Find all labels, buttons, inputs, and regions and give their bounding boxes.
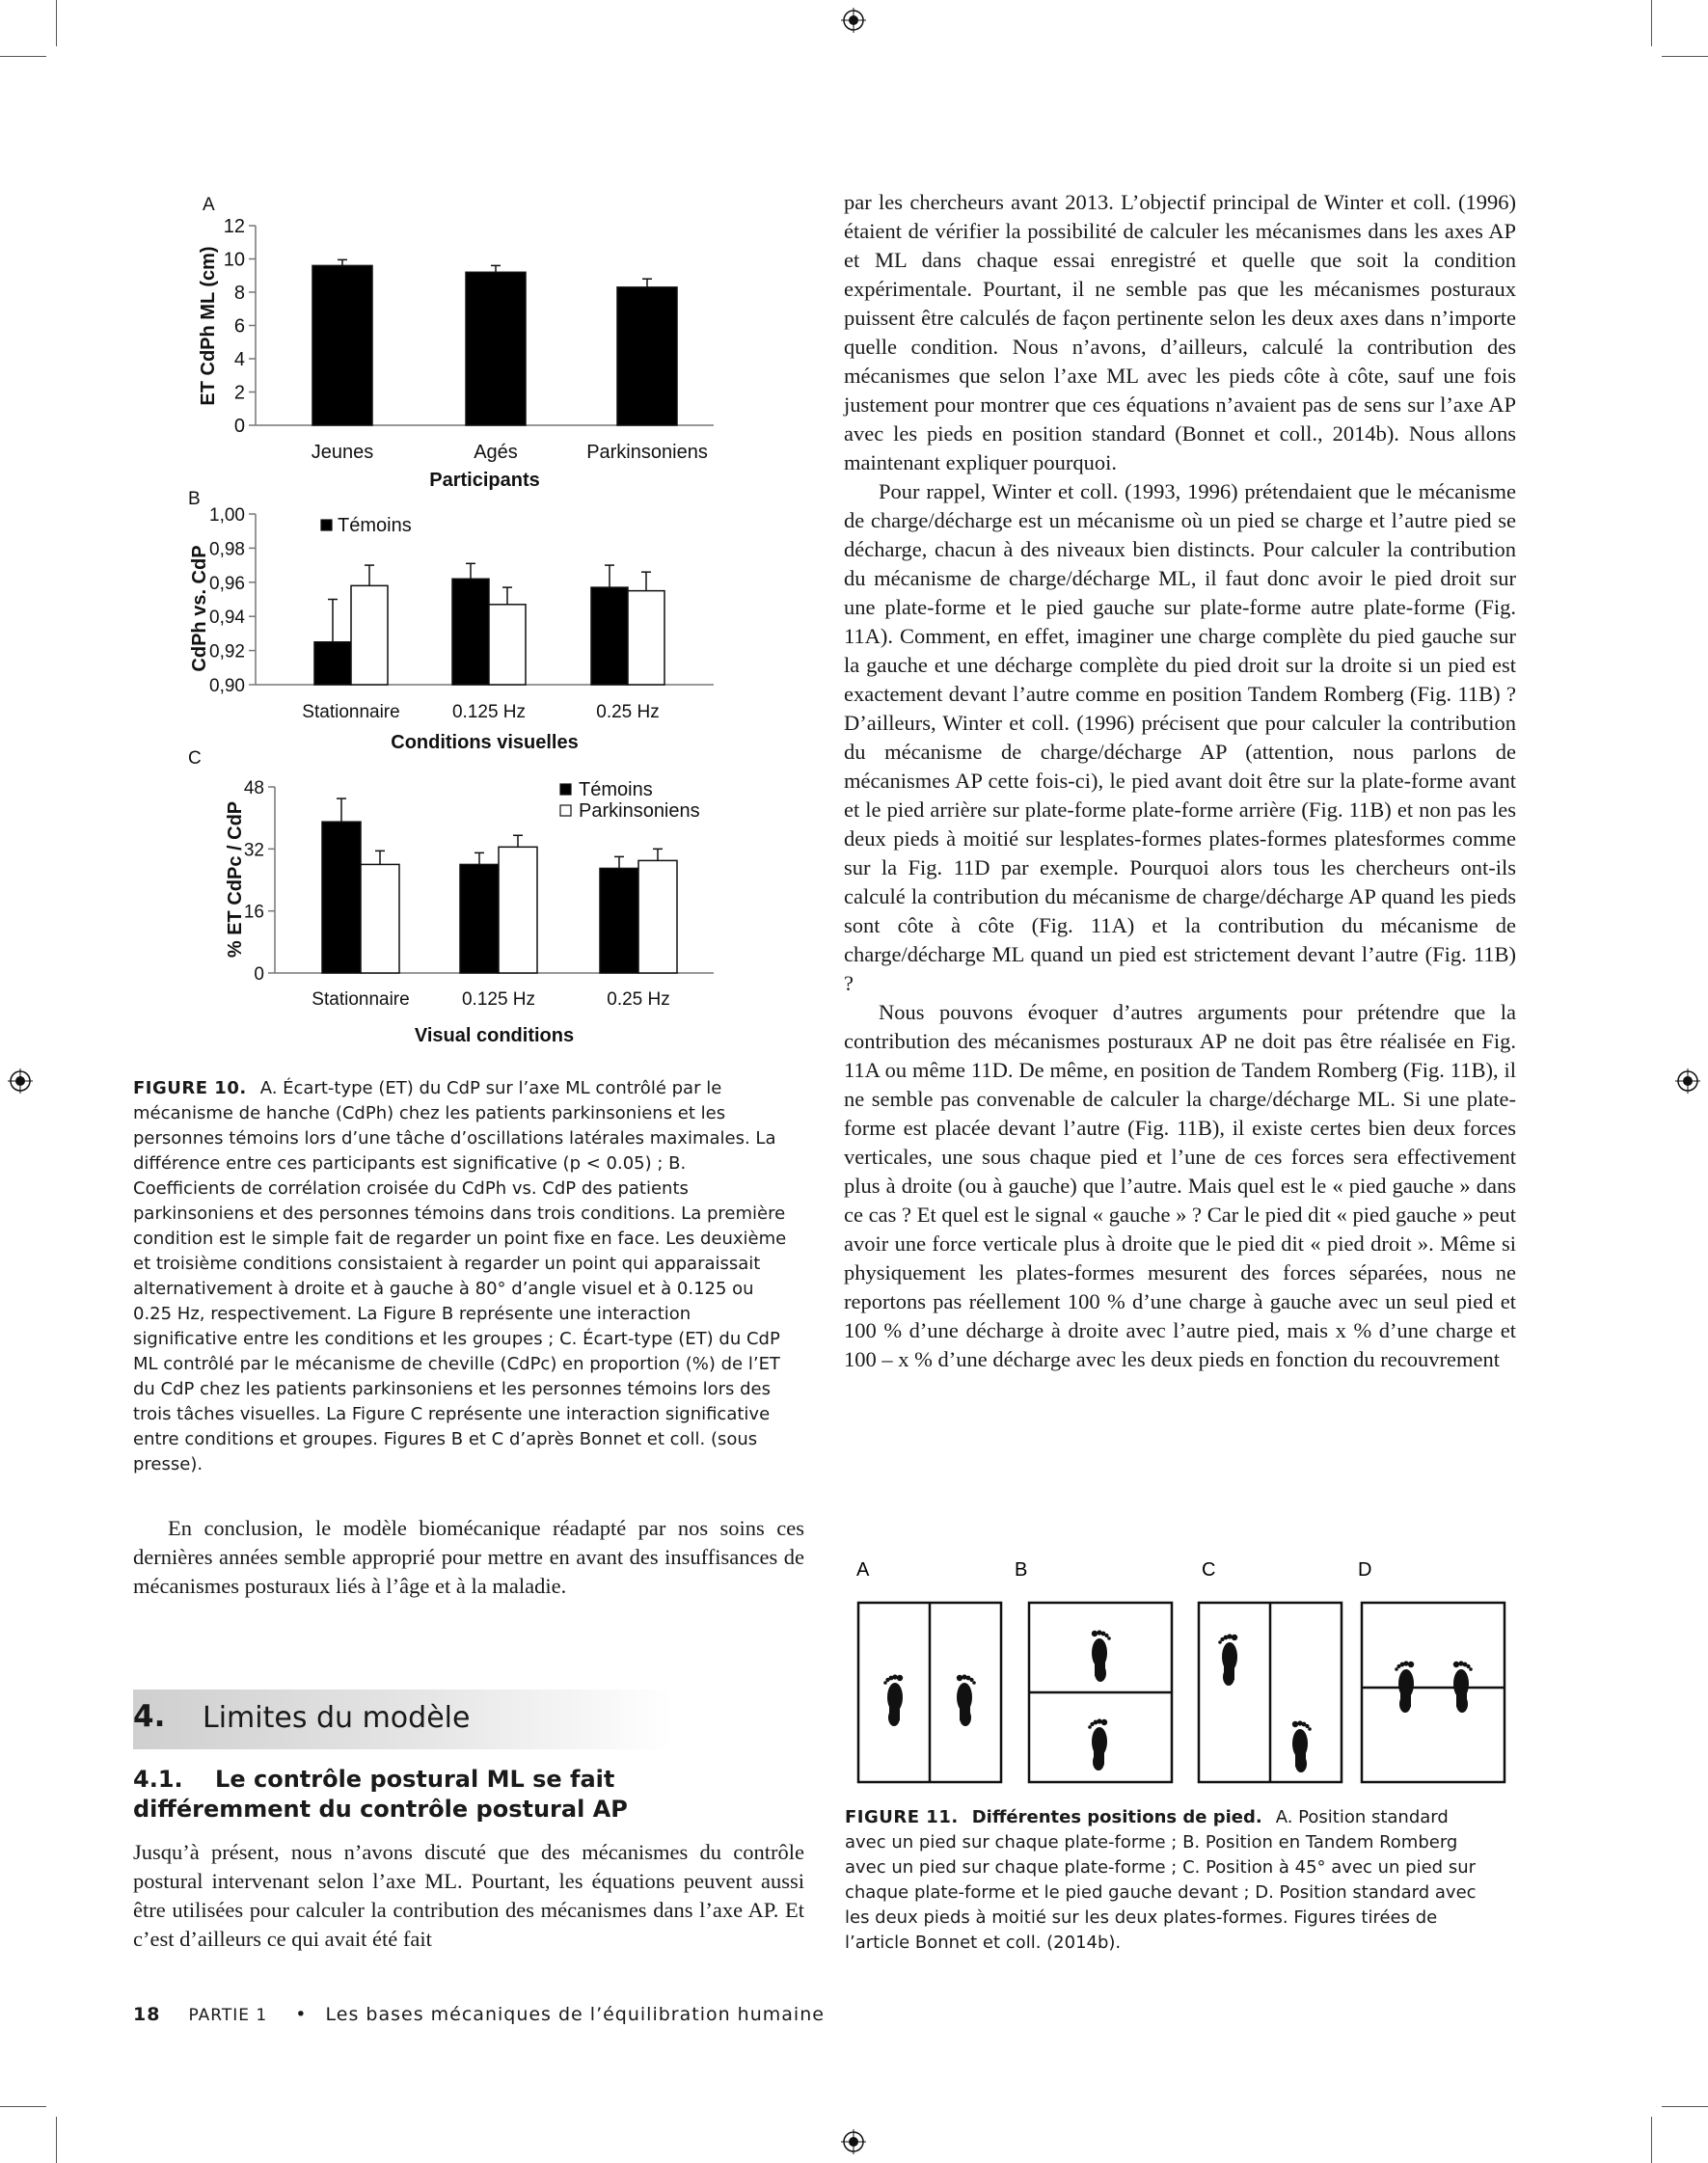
- platform-diagram-b: [1029, 1603, 1172, 1782]
- bar: [312, 265, 372, 425]
- legend-swatch: [321, 520, 332, 530]
- y-tick-label: 0: [233, 416, 245, 437]
- figure-11-panel-letter: B: [1015, 1559, 1028, 1581]
- registration-mark-icon: [841, 2129, 866, 2154]
- crop-mark: [56, 2117, 57, 2163]
- y-tick-label: 48: [243, 778, 264, 798]
- x-tick-label: Stationnaire: [312, 989, 410, 1010]
- crop-mark: [1662, 2106, 1708, 2107]
- y-tick-label: 8: [233, 283, 245, 304]
- crop-mark: [0, 2106, 46, 2107]
- y-tick-label: 0,98: [209, 539, 245, 560]
- y-tick-label: 16: [243, 902, 264, 923]
- bar: [489, 605, 526, 685]
- y-axis-label: ET CdPh ML (cm): [198, 246, 219, 406]
- panel-letter: B: [188, 489, 201, 509]
- x-tick-label: Parkinsoniens: [586, 442, 708, 463]
- page-footer: [133, 2004, 827, 2025]
- bar: [591, 587, 628, 685]
- subsection-paragraph: Jusqu’à présent, nous n’avons discuté que des mécanismes du contrôle postural intervenant selon l’axe ML. Pourtant, les équations peuvent aussi être utilisées pour calculer la contribution des mécanismes dans l’axe AP. Et c’est d’ailleurs ce qui avait été fait: [133, 1840, 804, 1951]
- x-tick-label: 0.25 Hz: [596, 702, 660, 722]
- platform-diagram-c: [1199, 1603, 1342, 1782]
- x-tick-label: 0.25 Hz: [607, 989, 670, 1010]
- body-paragraph: par les chercheurs avant 2013. L’objectif principal de Winter et coll. (1996) étaient de vérifier la possibilité de calculer les mécanismes dans les axes AP et ML dans chaque essai enregistré et quelle que soit la condition expérimentale. Pourtant, il ne semble pas que les mécanismes posturaux puissent être calculés de façon pertinente selon les deux axes dans n’importe quelle condition. Nous n’avons, d’ailleurs, calculé la contribution des mécanismes que selon l’axe ML avec les pieds côte à côte, sauf une fois justement pour montrer que ces équations n’avaient pas de sens sur l’axe AP avec les pieds en position standard (Bonnet et coll., 2014b). Nous allons maintenant expliquer pourquoi.: [844, 190, 1516, 474]
- registration-mark-icon: [1675, 1068, 1700, 1094]
- section-number: 4.: [133, 1699, 166, 1734]
- y-tick-label: 0,92: [209, 641, 245, 662]
- foot-icon: [883, 1674, 903, 1726]
- y-tick-label: 10: [223, 249, 245, 271]
- crop-mark: [1651, 2117, 1652, 2163]
- bar: [638, 860, 677, 973]
- registration-mark-icon: [8, 1068, 33, 1094]
- x-tick-label: Stationnaire: [302, 702, 400, 722]
- bar: [499, 847, 537, 973]
- platform-diagram-d: [1362, 1603, 1505, 1782]
- legend-label: Témoins: [338, 515, 412, 536]
- figure-11-caption-title: Différentes positions de pied.: [971, 1807, 1262, 1827]
- section-heading: [133, 1690, 673, 1749]
- page-number: 18: [133, 2004, 161, 2025]
- figure-11-panel-letter: C: [1202, 1559, 1216, 1581]
- foot-icon: [1218, 1634, 1237, 1686]
- right-column: [844, 188, 1516, 1374]
- bar: [460, 864, 499, 973]
- platform-diagram-a: [858, 1603, 1001, 1782]
- panel-letter: C: [188, 748, 202, 769]
- body-paragraph: Nous pouvons évoquer d’autres arguments pour prétendre que la contribution des mécanismes posturaux AP ne doit pas être réalisée en Fig. 11A ou même 11D. De même, en position de Tandem Romberg (Fig. 11B), il ne semble pas convenable de calculer la charge/décharge ML. Si une plate-forme est placée devant l’autre (Fig. 11B), il existe certes bien deux forces verticales, une sous chaque pied et l’une de ces forces sera effectivement plus à droite (ou à gauche) que l’autre. Mais quel est le « pied gauche » dans ce cas ? Et quel est le signal « gauche » ? Car le pied dit « pied gauche » peut avoir une force verticale plus à droite que le pied dit « pied droit ». Même si physiquement les plates-formes mesurent des forces séparées, nous ne reportons pas réellement 100 % d’une charge à gauche avec un seul pied et 100 % d’une décharge à droite avec l’autre pied, mais x % d’une charge et 100 – x % d’une décharge avec les deux pieds en fonction du recouvrement: [844, 1000, 1516, 1371]
- bar: [322, 822, 361, 973]
- y-tick-label: 6: [233, 315, 245, 338]
- footer-part: PARTIE 1: [188, 2006, 268, 2025]
- body-paragraph: Pour rappel, Winter et coll. (1993, 1996) prétendaient que le mécanisme de charge/décharge est un mécanisme où un pied se charge et l’autre pied se décharge, chacun à des niveaux bien distincts. Pour calculer la contribution du mécanisme de charge/décharge ML, il faut donc avoir le pied droit sur une plate-forme et le pied gauche sur plate-forme autre plate-forme (Fig. 11A). Comment, en effet, imaginer une charge complète du pied gauche sur la gauche et une décharge complète du pied droit sur la droite si un pied est exactement devant l’autre comme en position Tandem Romberg (Fig. 11B) ? D’ailleurs, Winter et coll. (1996) précisent que pour calculer la contribution du mécanisme de charge/décharge AP (attention, nous parlons de mécanismes AP cette fois-ci), le pied avant doit être sur la plate-forme avant et le pied arrière sur plate-forme plate-forme arrière (Fig. 11B) et non pas les deux pieds à moitié sur lesplates-formes plates-formes platesformes comme sur la Fig. 11D par exemple. Pourquoi alors tous les chercheurs ont-ils calculé la contribution du mécanisme de charge/décharge AP quand les pieds sont côte à côte (Fig. 11A) et la contribution du mécanisme de charge/décharge ML quand un pied est strictement devant l’autre (Fig. 11B) ?: [844, 479, 1516, 995]
- figure-10-charts: [0, 0, 829, 1070]
- bar: [466, 272, 526, 425]
- figure-11-panel-letter: D: [1358, 1559, 1372, 1581]
- y-axis-label: % ET CdPc / CdP: [225, 800, 246, 959]
- x-axis-label: Visual conditions: [414, 1025, 575, 1046]
- figure-11-caption: [845, 1805, 1491, 1956]
- panel-letter: A: [203, 195, 215, 215]
- crop-mark: [1651, 0, 1652, 46]
- bar: [628, 591, 664, 685]
- bar: [452, 579, 489, 685]
- figure-10-caption-text: A. Écart-type (ET) du CdP sur l’axe ML contrôlé par le mécanisme de hanche (CdPh) chez les patients parkinsoniens et les personnes témoins lors d’une tâche d’oscillations latérales maximales. La différence entre ces participants est significative (p < 0.05) ; B. Coefficients de corrélation croisée du CdPh vs. CdP des patients parkinsoniens et des personnes témoins dans trois conditions. La première condition est le simple fait de regarder un point fixe en face. Les deuxième et troisième conditions consistaient à regarder un point qui apparaissait alternativement à droite et à gauche à 80° d’angle visuel et à 0.125 ou 0.25 Hz, respectivement. La Figure B représente une interaction significative entre les conditions et les groupes ; C. Écart-type (ET) du CdP ML contrôlé par le mécanisme de cheville (CdPc) en proportion (%) de l’ET du CdP chez les patients parkinsoniens et les personnes témoins lors des trois tâches visuelles. La Figure C représente une interaction significative entre conditions et groupes. Figures B et C d’après Bonnet et coll. (sous presse).: [133, 1078, 787, 1474]
- y-axis-label: CdPh vs. CdP: [189, 545, 210, 672]
- bar: [361, 864, 399, 973]
- foot-icon: [1292, 1720, 1312, 1772]
- y-tick-label: 4: [233, 349, 245, 370]
- x-tick-label: Jeunes: [311, 442, 374, 463]
- subsection-body: [133, 1838, 804, 1954]
- foot-icon: [957, 1674, 976, 1726]
- bar: [314, 642, 351, 685]
- registration-mark-icon: [841, 8, 866, 33]
- x-axis-label: Conditions visuelles: [391, 732, 579, 753]
- x-tick-label: Agés: [474, 442, 518, 463]
- y-tick-label: 2: [233, 382, 245, 404]
- y-tick-label: 0,94: [209, 608, 245, 629]
- y-tick-label: 1,00: [209, 505, 245, 526]
- figure-10-caption: [133, 1076, 789, 1477]
- legend-swatch: [560, 784, 571, 795]
- subsection-title: 4.1. Le contrôle postural ML se fait différemment du contrôle postural AP: [133, 1766, 628, 1823]
- left-column: [133, 1514, 804, 1601]
- legend-label: Témoins: [579, 779, 653, 800]
- figure-10-label: FIGURE 10.: [133, 1078, 247, 1098]
- crop-mark: [1662, 56, 1708, 57]
- y-tick-label: 0: [254, 964, 264, 985]
- x-tick-label: 0.125 Hz: [451, 702, 527, 722]
- figure-11-label: FIGURE 11.: [845, 1807, 959, 1827]
- y-tick-label: 0,90: [209, 676, 245, 696]
- foot-icon: [1088, 1718, 1107, 1771]
- figure-11-caption-text: A. Position standard avec un pied sur chaque plate-forme ; B. Position en Tandem Romberg avec un pied sur chaque plate-forme ; C. Position à 45° avec un pied sur chaque plate-forme et le pied gauche devant ; D. Position standard avec les deux pieds à moitié sur les deux plates-formes. Figures tirées de l’article Bonnet et coll. (2014b).: [845, 1807, 1477, 1953]
- bar: [351, 585, 388, 685]
- x-tick-label: 0.125 Hz: [461, 989, 536, 1010]
- section-title: Limites du modèle: [203, 1701, 471, 1735]
- x-axis-label: Participants: [429, 470, 540, 491]
- legend-swatch: [560, 805, 571, 816]
- footer-separator: •: [295, 2004, 308, 2025]
- y-tick-label: 12: [223, 216, 245, 237]
- figure-11-panel-letter: A: [856, 1559, 870, 1581]
- conclusion-paragraph: En conclusion, le modèle biomécanique réadapté par nos soins ces dernières années semble approprié pour mettre en avant des insuffisances de mécanismes posturaux liés à l’âge et à la maladie.: [133, 1516, 804, 1598]
- legend-label: Parkinsoniens: [579, 800, 700, 822]
- footer-title: Les bases mécaniques de l’équilibration humaine: [325, 2004, 825, 2025]
- y-tick-label: 32: [243, 840, 264, 861]
- y-tick-label: 0,96: [209, 573, 245, 594]
- foot-icon: [1092, 1630, 1111, 1682]
- bar: [600, 868, 638, 973]
- bar: [617, 287, 677, 425]
- figure-11-diagram: [839, 1553, 1514, 1794]
